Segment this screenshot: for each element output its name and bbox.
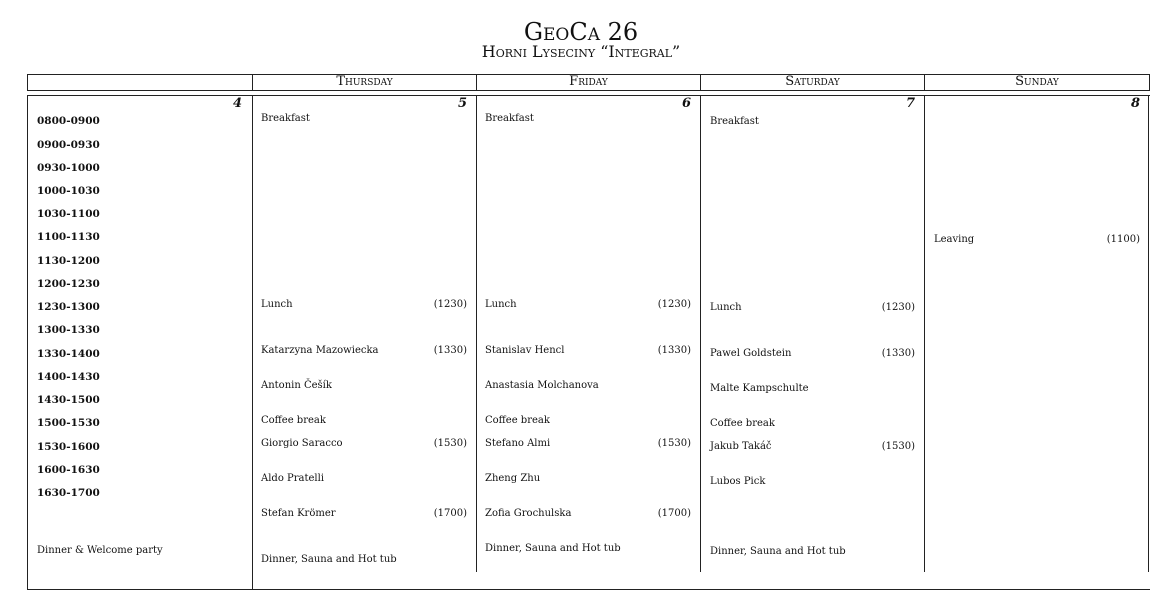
- divider: [476, 95, 477, 572]
- divider: [27, 95, 28, 590]
- event-label: Leaving: [934, 234, 975, 245]
- event-label: Dinner & Welcome party: [37, 545, 163, 556]
- header-thursday: Thursday: [252, 74, 477, 91]
- event-label: Stanislav Hencl: [485, 345, 565, 356]
- event-label: Coffee break: [485, 415, 550, 426]
- header-saturday: Saturday: [700, 74, 925, 91]
- time-slot: 1600-1630: [37, 464, 100, 476]
- event-time: (1230): [433, 299, 467, 310]
- time-slot: 1500-1530: [37, 417, 100, 429]
- day-number: 8: [1131, 96, 1141, 111]
- time-slot: 1530-1600: [37, 441, 100, 453]
- event-time: (1330): [433, 345, 467, 356]
- day-number: 7: [906, 96, 916, 111]
- event-label: Lunch: [261, 299, 293, 310]
- event-time: (1230): [881, 302, 915, 313]
- event-label: Stefan Krömer: [261, 508, 336, 519]
- time-slot: 1400-1430: [37, 371, 100, 383]
- event-label: Malte Kampschulte: [710, 383, 809, 394]
- time-slot: 1000-1030: [37, 185, 100, 197]
- event-time: (1330): [657, 345, 691, 356]
- event-label: Aldo Pratelli: [261, 473, 325, 484]
- event-label: Pawel Goldstein: [710, 348, 792, 359]
- header-sunday: Sunday: [924, 74, 1150, 91]
- event-label: Dinner, Sauna and Hot tub: [485, 543, 621, 554]
- event-label: Lubos Pick: [710, 476, 766, 487]
- event-time: (1330): [881, 348, 915, 359]
- divider: [924, 95, 925, 572]
- time-slot: 1130-1200: [37, 255, 100, 267]
- time-slot: 1630-1700: [37, 487, 100, 499]
- time-slot: 1430-1500: [37, 394, 100, 406]
- event-time: (1530): [657, 438, 691, 449]
- time-slot: 1100-1130: [37, 231, 100, 243]
- header-friday: Friday: [476, 74, 701, 91]
- event-label: Jakub Takáč: [710, 441, 772, 452]
- time-slot: 0900-0930: [37, 139, 100, 151]
- event-time: (1700): [657, 508, 691, 519]
- page-title: GeoCa 26: [523, 18, 639, 46]
- time-slot: 0930-1000: [37, 162, 100, 174]
- event-time: (1100): [1106, 234, 1140, 245]
- time-slot: 1030-1100: [37, 208, 100, 220]
- event-label: Dinner, Sauna and Hot tub: [261, 554, 397, 565]
- day-number: 4: [233, 96, 243, 111]
- event-time: (1530): [433, 438, 467, 449]
- time-slot: 1200-1230: [37, 278, 100, 290]
- event-label: Coffee break: [261, 415, 326, 426]
- time-slot: 1230-1300: [37, 301, 100, 313]
- event-label: Antonin Češík: [261, 380, 332, 391]
- event-label: Lunch: [485, 299, 517, 310]
- body-bottom-border: [27, 589, 1150, 590]
- event-label: Dinner, Sauna and Hot tub: [710, 546, 846, 557]
- divider: [700, 95, 701, 572]
- event-label: Breakfast: [261, 113, 310, 124]
- event-time: (1700): [433, 508, 467, 519]
- event-label: Stefano Almi: [485, 438, 551, 449]
- time-slot: 1300-1330: [37, 324, 100, 336]
- event-label: Katarzyna Mazowiecka: [261, 345, 379, 356]
- time-slot: 0800-0900: [37, 115, 100, 127]
- header-blank: [27, 74, 253, 91]
- event-label: Giorgio Saracco: [261, 438, 343, 449]
- day-number: 5: [458, 96, 468, 111]
- page-subtitle: Horni Lyseciny “Integral”: [481, 42, 681, 61]
- event-label: Breakfast: [710, 116, 759, 127]
- divider: [252, 95, 253, 590]
- time-slot: 1330-1400: [37, 348, 100, 360]
- event-time: (1230): [657, 299, 691, 310]
- event-label: Zheng Zhu: [485, 473, 541, 484]
- event-label: Zofia Grochulska: [485, 508, 572, 519]
- body-top-border: [27, 95, 1150, 96]
- day-number: 6: [682, 96, 692, 111]
- event-time: (1530): [881, 441, 915, 452]
- divider: [1148, 95, 1149, 572]
- event-label: Lunch: [710, 302, 742, 313]
- event-label: Breakfast: [485, 113, 534, 124]
- event-label: Coffee break: [710, 418, 775, 429]
- event-label: Anastasia Molchanova: [485, 380, 599, 391]
